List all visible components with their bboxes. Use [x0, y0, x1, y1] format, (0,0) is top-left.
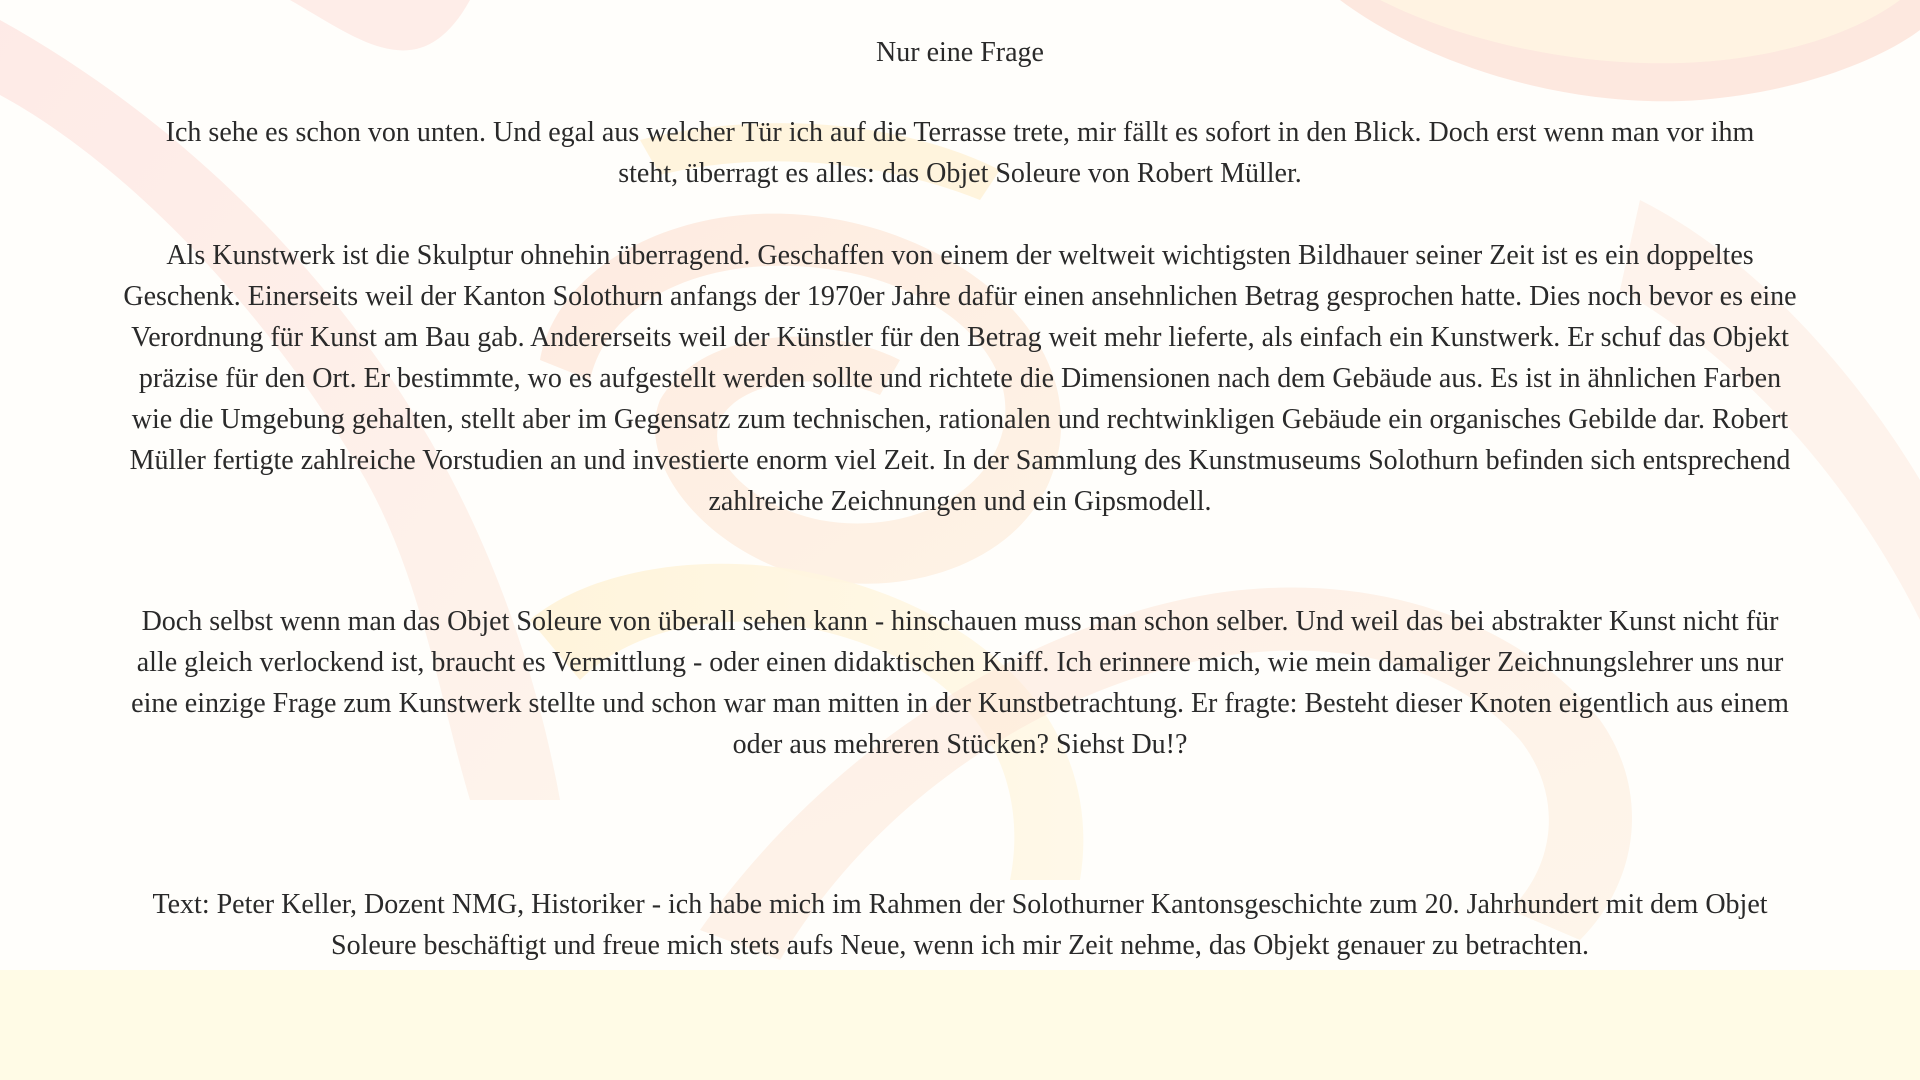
paragraph-intro: Ich sehe es schon von unten. Und egal aus welcher Tür ich auf die Terrasse trete, mir fällt es sofort in den Blick. Doch erst wenn man vor ihm steht, überragt es alles: das Objet Soleure von Robert Müller.	[165, 117, 1755, 189]
paragraph-question: Doch selbst wenn man das Objet Soleure von überall sehen kann - hinschauen muss man schon selber. Und weil das bei abstrakter Kunst nicht für alle gleich verlockend ist, braucht es Vermittlung - oder einen didaktischen Kniff. Ich erinnere mich, wie mein damaliger Zeichnungslehrer uns nur eine einzige Frage zum Kunstwerk stellte und schon war man mitten in der Kunstbetrachtung. Er fragte: Besteht dieser Knoten eigentlich aus einem oder aus mehreren Stücken? Siehst Du!?	[131, 606, 1789, 760]
author-credit: Text: Peter Keller, Dozent NMG, Historiker - ich habe mich im Rahmen der Solothurner Kantonsgeschichte zum 20. Jahrhundert mit dem Objet Soleure beschäftigt und freue mich stets aufs Neue, wenn ich mir Zeit nehme, das Objekt genauer zu betrachten.	[152, 889, 1768, 961]
page-title: Nur eine Frage	[876, 37, 1044, 68]
paragraph-artwork: Als Kunstwerk ist die Skulptur ohnehin überragend. Geschaffen von einem der weltweit wichtigsten Bildhauer seiner Zeit ist es ein doppeltes Geschenk. Einerseits weil der Kanton Solothurn anfangs der 1970er Jahre dafür einen ansehnlichen Betrag gesprochen hatte. Dies noch bevor es eine Verordnung für Kunst am Bau gab. Andererseits weil der Künstler für den Betrag weit mehr lieferte, als einfach ein Kunstwerk. Er schuf das Objekt präzise für den Ort. Er bestimmte, wo es aufgestellt werden sollte und richtete die Dimensionen nach dem Gebäude aus. Es ist in ähnlichen Farben wie die Umgebung gehalten, stellt aber im Gegensatz zum technischen, rationalen und rechtwinkligen Gebäude ein organisches Gebilde dar. Robert Müller fertigte zahlreiche Vorstudien an und investierte enorm viel Zeit. In der Sammlung des Kunstmuseums Solothurn befinden sich entsprechend zahlreiche Zeichnungen und ein Gipsmodell.	[123, 240, 1797, 517]
